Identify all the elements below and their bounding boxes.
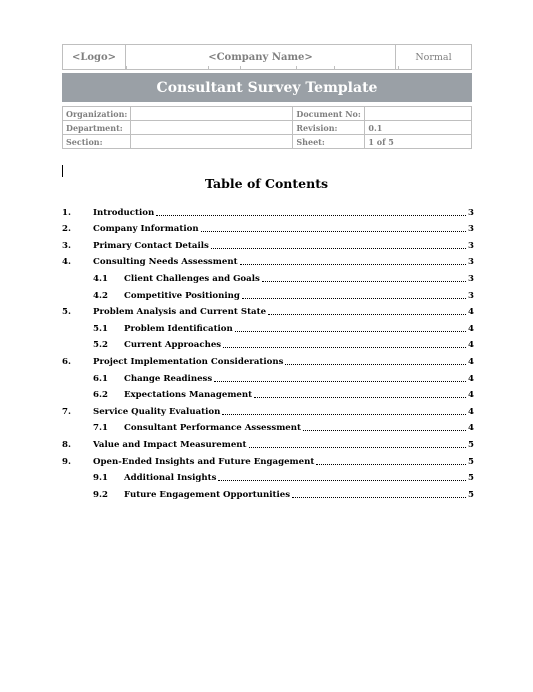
toc-title: Table of Contents <box>204 176 329 191</box>
logo-placeholder: <Logo> <box>63 45 126 69</box>
toc-leader-dots <box>211 247 466 249</box>
toc-leader-dots <box>242 297 466 299</box>
document-status: Normal <box>415 51 452 63</box>
section-value[interactable] <box>131 135 293 149</box>
toc-entry-label: Change Readiness <box>124 373 213 384</box>
toc-leader-dots <box>222 413 466 415</box>
metadata-table <box>62 106 472 149</box>
toc-entry-page: 4 <box>468 373 474 384</box>
company-name <box>126 45 396 69</box>
toc-entry[interactable] <box>62 350 474 367</box>
toc-entry[interactable] <box>62 201 474 218</box>
toc-entry-number: 8. <box>62 439 71 450</box>
toc-entry-page: 3 <box>468 273 474 284</box>
company-name-text: <Company Name> <box>208 51 313 63</box>
toc-entry-label: Company Information <box>93 224 199 235</box>
toc-entry-label: Introduction <box>93 207 155 218</box>
toc-entry-page: 4 <box>468 356 474 367</box>
toc-entry-number: 2. <box>62 224 71 235</box>
toc-entry[interactable] <box>62 334 474 351</box>
table-of-contents <box>62 201 474 500</box>
toc-entry-label: Open-Ended Insights and Future Engagement <box>93 456 315 467</box>
toc-entry-label: Consulting Needs Assessment <box>93 257 238 268</box>
toc-entry[interactable] <box>62 251 474 268</box>
sheet-value[interactable]: 1 of 5 <box>365 135 472 149</box>
toc-entry-label: Value and Impact Measurement <box>93 439 247 450</box>
toc-entry-number: 5. <box>62 307 71 318</box>
toc-entry-number: 4. <box>62 257 71 268</box>
toc-entry-page: 4 <box>468 406 474 417</box>
document-no-label: Document No: <box>293 107 365 121</box>
toc-entry-label: Expectations Management <box>124 390 253 401</box>
toc-entry-page: 5 <box>468 439 474 450</box>
toc-entry[interactable] <box>62 483 474 500</box>
toc-leader-dots <box>235 330 466 332</box>
toc-entry-label: Problem Analysis and Current State <box>93 307 267 318</box>
toc-entry[interactable] <box>62 467 474 484</box>
metadata-row <box>63 107 472 121</box>
toc-entry-label: Future Engagement Opportunities <box>124 489 291 500</box>
toc-entry[interactable] <box>62 301 474 318</box>
toc-leader-dots <box>214 380 466 382</box>
toc-entry-number: 6.1 <box>93 373 108 384</box>
toc-entry-page: 3 <box>468 257 474 268</box>
toc-entry-label: Service Quality Evaluation <box>93 406 221 417</box>
revision-label: Revision: <box>293 121 365 135</box>
toc-entry-number: 7.1 <box>93 423 108 434</box>
department-label: Department: <box>63 121 131 135</box>
toc-leader-dots <box>249 446 466 448</box>
metadata-row <box>63 135 472 149</box>
toc-leader-dots <box>262 280 466 282</box>
document-no-value[interactable] <box>365 107 472 121</box>
toc-leader-dots <box>223 346 466 348</box>
toc-leader-dots <box>316 463 466 465</box>
toc-entry-page: 3 <box>468 290 474 301</box>
toc-leader-dots <box>201 230 466 232</box>
toc-entry-number: 3. <box>62 240 71 251</box>
section-label: Section: <box>63 135 131 149</box>
toc-entry-page: 5 <box>468 489 474 500</box>
toc-entry-page: 4 <box>468 340 474 351</box>
revision-value[interactable]: 0.1 <box>365 121 472 135</box>
toc-entry[interactable] <box>62 317 474 334</box>
toc-entry-label: Client Challenges and Goals <box>124 273 260 284</box>
toc-leader-dots <box>292 496 466 498</box>
toc-entry-page: 3 <box>468 207 474 218</box>
toc-entry[interactable] <box>62 384 474 401</box>
toc-leader-dots <box>240 263 466 265</box>
sheet-label: Sheet: <box>293 135 365 149</box>
toc-leader-dots <box>218 479 466 481</box>
toc-entry-number: 5.1 <box>93 323 108 334</box>
toc-entry[interactable] <box>62 450 474 467</box>
toc-entry-page: 3 <box>468 240 474 251</box>
toc-entry-page: 4 <box>468 423 474 434</box>
toc-leader-dots <box>156 214 466 216</box>
toc-entry-page: 3 <box>468 224 474 235</box>
toc-entry-number: 6.2 <box>93 390 108 401</box>
toc-entry-page: 5 <box>468 473 474 484</box>
toc-entry-number: 1. <box>62 207 71 218</box>
toc-entry-label: Consultant Performance Assessment <box>124 423 301 434</box>
toc-entry-label: Additional Insights <box>124 473 217 484</box>
toc-entry[interactable] <box>62 367 474 384</box>
document-header <box>62 44 472 149</box>
organization-label: Organization: <box>63 107 131 121</box>
toc-entry[interactable] <box>62 433 474 450</box>
toc-entry[interactable] <box>62 284 474 301</box>
toc-entry-number: 4.1 <box>93 273 108 284</box>
toc-entry-label: Current Approaches <box>124 340 222 351</box>
toc-entry[interactable] <box>62 218 474 235</box>
toc-entry[interactable] <box>62 234 474 251</box>
toc-entry-number: 9.1 <box>93 473 108 484</box>
toc-entry-number: 7. <box>62 406 71 417</box>
toc-entry-number: 9.2 <box>93 489 108 500</box>
toc-entry-page: 5 <box>468 456 474 467</box>
metadata-row <box>63 121 472 135</box>
toc-entry-page: 4 <box>468 390 474 401</box>
toc-leader-dots <box>268 313 466 315</box>
toc-entry-number: 4.2 <box>93 290 108 301</box>
toc-entry-page: 4 <box>468 307 474 318</box>
toc-entry[interactable] <box>62 417 474 434</box>
toc-entry-number: 6. <box>62 356 71 367</box>
toc-entry-label: Problem Identification <box>124 323 233 334</box>
toc-entry[interactable] <box>62 400 474 417</box>
toc-entry-label: Project Implementation Considerations <box>93 356 284 367</box>
header-top-row <box>62 44 472 70</box>
document-title: Consultant Survey Template <box>62 73 472 102</box>
toc-leader-dots <box>285 363 466 365</box>
toc-entry-label: Competitive Positioning <box>124 290 240 301</box>
toc-entry-page: 4 <box>468 323 474 334</box>
toc-leader-dots <box>254 396 466 398</box>
toc-entry-label: Primary Contact Details <box>93 240 209 251</box>
toc-entry-number: 9. <box>62 456 71 467</box>
department-value[interactable] <box>131 121 293 135</box>
toc-entry-number: 5.2 <box>93 340 108 351</box>
organization-value[interactable] <box>131 107 293 121</box>
header-cell-ticks <box>126 66 395 70</box>
toc-entry[interactable] <box>62 267 474 284</box>
toc-leader-dots <box>303 429 466 431</box>
